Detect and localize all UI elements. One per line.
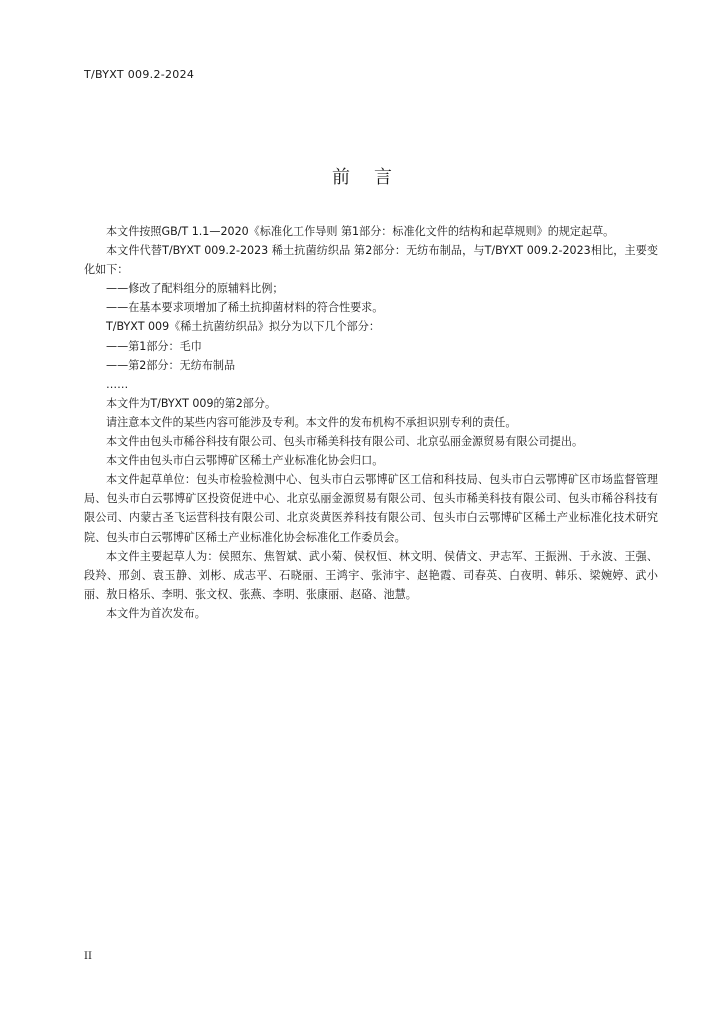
change-item: ——修改了配料组分的原辅料比例； <box>106 282 284 296</box>
paragraph-patent-notice: 请注意本文件的某些内容可能涉及专利。本文件的发布机构不承担识别专利的责任。 <box>106 415 517 429</box>
document-body <box>84 222 658 623</box>
ellipsis: …… <box>106 377 129 391</box>
paragraph-drafting-rules: 本文件按照GB/T 1.1—2020《标准化工作导则 第1部分：标准化文件的结构和起草规则》的规定起草。 <box>106 225 615 238</box>
paragraph-part-number: 本文件为T/BYXT 009的第2部分。 <box>106 396 277 410</box>
page-number: II <box>84 951 92 962</box>
part-item: ——第1部分：毛巾 <box>106 339 202 353</box>
paragraph-drafters: 本文件主要起草人为：侯照东、焦智斌、武小菊、侯权恒、林文明、侯倩文、尹志军、王振洲、于永波、王强、段羚、邢剑、袁玉静、刘彬、成志平、石晓丽、王鸿宇、张沛宇、赵艳霞、司春英、白夜明、韩乐、梁婉婷、武小丽、敖日格乐、李明、张文权、张燕、李明、张康丽、赵硌、池慧。 <box>84 549 658 601</box>
paragraph-parts-intro: T/BYXT 009《稀土抗菌纺织品》拟分为以下几个部分： <box>106 320 380 334</box>
page-title: 前言 <box>332 167 416 188</box>
part-item: ——第2部分：无纺布制品 <box>106 358 236 372</box>
paragraph-centralized-by: 本文件由包头市白云鄂博矿区稀土产业标准化协会归口。 <box>106 454 384 468</box>
paragraph-drafting-units: 本文件起草单位：包头市检验检测中心、包头市白云鄂博矿区工信和科技局、包头市白云鄂博矿区市场监督管理局、包头市白云鄂博矿区投资促进中心、北京弘丽金源贸易有限公司、包头市稀美科技有限公司、包头市稀谷科技有限公司、内蒙古圣飞运营科技有限公司、北京炎黄医养科技有限公司、包头市白云鄂博矿区稀土产业标准化技术研究院、包头市白云鄂博矿区稀土产业标准化协会标准化工作委员会。 <box>84 473 658 544</box>
paragraph-replacement: 本文件代替T/BYXT 009.2-2023 稀土抗菌纺织品 第2部分：无纺布制品，与T/BYXT 009.2-2023相比，主要变化如下： <box>84 244 658 277</box>
paragraph-first-release: 本文件为首次发布。 <box>106 606 206 620</box>
paragraph-proposer: 本文件由包头市稀谷科技有限公司、包头市稀美科技有限公司、北京弘丽金源贸易有限公司提出。 <box>106 435 584 449</box>
document-code: T/BYXT 009.2-2024 <box>84 68 195 81</box>
change-item: ——在基本要求项增加了稀土抗抑菌材料的符合性要求。 <box>106 301 384 315</box>
